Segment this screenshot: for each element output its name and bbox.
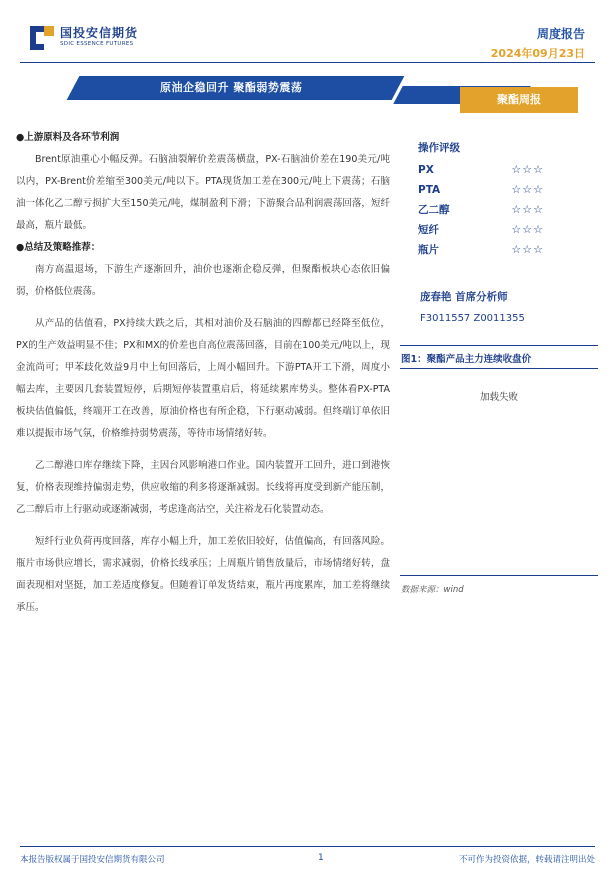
rating-name: 乙二醇 xyxy=(418,204,450,216)
figure-load-failed: 加载失败 xyxy=(479,392,518,403)
rating-row xyxy=(418,200,544,220)
page-number: 1 xyxy=(318,853,324,863)
rating-name: 短纤 xyxy=(418,224,439,236)
figure-top-rule xyxy=(400,345,598,346)
rating-row xyxy=(418,220,544,240)
paragraph-strategy-3: 乙二醇港口库存继续下降，主因台风影响港口作业。国内装置开工回升，进口到港恢复，价格表现维持偏弱走势，供应收缩的利多将逐渐减弱。长线将再度受到新产能压制，乙二醇后市上行驱动或逐渐减弱，考虑逢高沽空，关注裕龙石化装置动态。 xyxy=(16,460,390,515)
figure-bottom-rule xyxy=(400,575,598,576)
main-content xyxy=(16,127,390,619)
star-rating-icon: ☆☆☆ xyxy=(511,203,544,216)
report-category-tag: 聚酯周报 xyxy=(460,87,578,113)
figure-source: 数据来源：wind xyxy=(401,585,464,595)
analyst-license-id: F3011557 Z0011355 xyxy=(420,313,525,324)
rating-title: 操作评级 xyxy=(418,142,460,154)
section-heading-upstream: ●上游原料及各环节利润 xyxy=(16,132,120,143)
star-rating-icon: ☆☆☆ xyxy=(511,163,544,176)
analyst-name: 庞春艳 首席分析师 xyxy=(420,291,508,303)
logo-name-cn: 国投安信期货 xyxy=(60,26,139,40)
header-divider xyxy=(20,62,595,63)
rating-row xyxy=(418,180,544,200)
paragraph-strategy-4: 短纤行业负荷再度回落，库存小幅上升，加工差依旧较好，估值偏高，有回落风险。瓶片市场供应增长，需求减弱，价格长线承压；上周瓶片销售放量后，市场情绪好转，盘面表现相对坚挺，加工差适度修复。但随着订单发货结束，瓶片再度累库，加工差将继续承压。 xyxy=(16,536,390,613)
rating-row xyxy=(418,160,544,180)
logo-mark-icon xyxy=(30,26,54,50)
paragraph-strategy-1: 南方高温退场，下游生产逐渐回升，油价也逐渐企稳反弹，但聚酯板块心态依旧偏弱，价格低位震荡。 xyxy=(16,264,390,297)
company-logo xyxy=(30,26,138,50)
report-headline: 原油企稳回升 聚酯弱势震荡 xyxy=(160,81,303,94)
figure-title: 图1：聚酯产品主力连续收盘价 xyxy=(401,354,532,365)
footer-disclaimer: 不可作为投资依据，转载请注明出处 xyxy=(458,855,595,865)
star-rating-icon: ☆☆☆ xyxy=(511,243,544,256)
logo-name-en: SDIC ESSENCE FUTURES xyxy=(60,41,134,47)
report-date: 2024年09月23日 xyxy=(490,47,585,60)
rating-name: 瓶片 xyxy=(418,244,439,256)
paragraph-upstream: Brent原油重心小幅反弹。石脑油裂解价差震荡横盘，PX-石脑油价差在190美元/吨以内，PX-Brent价差缩至300美元/吨以下。PTA现货加工差在300元/吨上下震荡；石脑油一体化乙二醇亏损扩大至150美元/吨，煤制盈利下滑；下游聚合品利润震荡回落，短纤最高，瓶片最低。 xyxy=(16,154,390,231)
paragraph-strategy-2: 从产品的估值看，PX持续大跌之后，其相对油价及石脑油的四醇都已经降至低位，PX的生产效益明显不佳；PX和MX的价差也自高位震荡回落，目前在100美元/吨以上，现金流尚可；甲苯歧化效益9月中上旬回落后，上周小幅回升。下游PTA开工下滑，周度小幅去库，主要因几套装置短停，后期短停装置重启后，将延续累库势头。整体看PX-PTA板块估值偏低，终端开工在改善，原油价格也有所企稳，下行驱动减弱。但终端订单依旧难以提振市场气氛，价格维持弱势震荡，等待市场情绪好转。 xyxy=(16,318,391,439)
footer-divider xyxy=(20,846,595,847)
rating-name: PTA xyxy=(418,184,441,196)
rating-row xyxy=(418,240,544,260)
report-type: 周度报告 xyxy=(536,27,585,41)
rating-panel xyxy=(418,140,598,260)
star-rating-icon: ☆☆☆ xyxy=(511,223,544,236)
figure-title-rule xyxy=(400,368,598,369)
rating-name: PX xyxy=(418,164,434,176)
footer-copyright: 本报告版权属于国投安信期货有限公司 xyxy=(20,855,165,865)
star-rating-icon: ☆☆☆ xyxy=(511,183,544,196)
section-heading-strategy: ●总结及策略推荐： xyxy=(16,242,101,253)
